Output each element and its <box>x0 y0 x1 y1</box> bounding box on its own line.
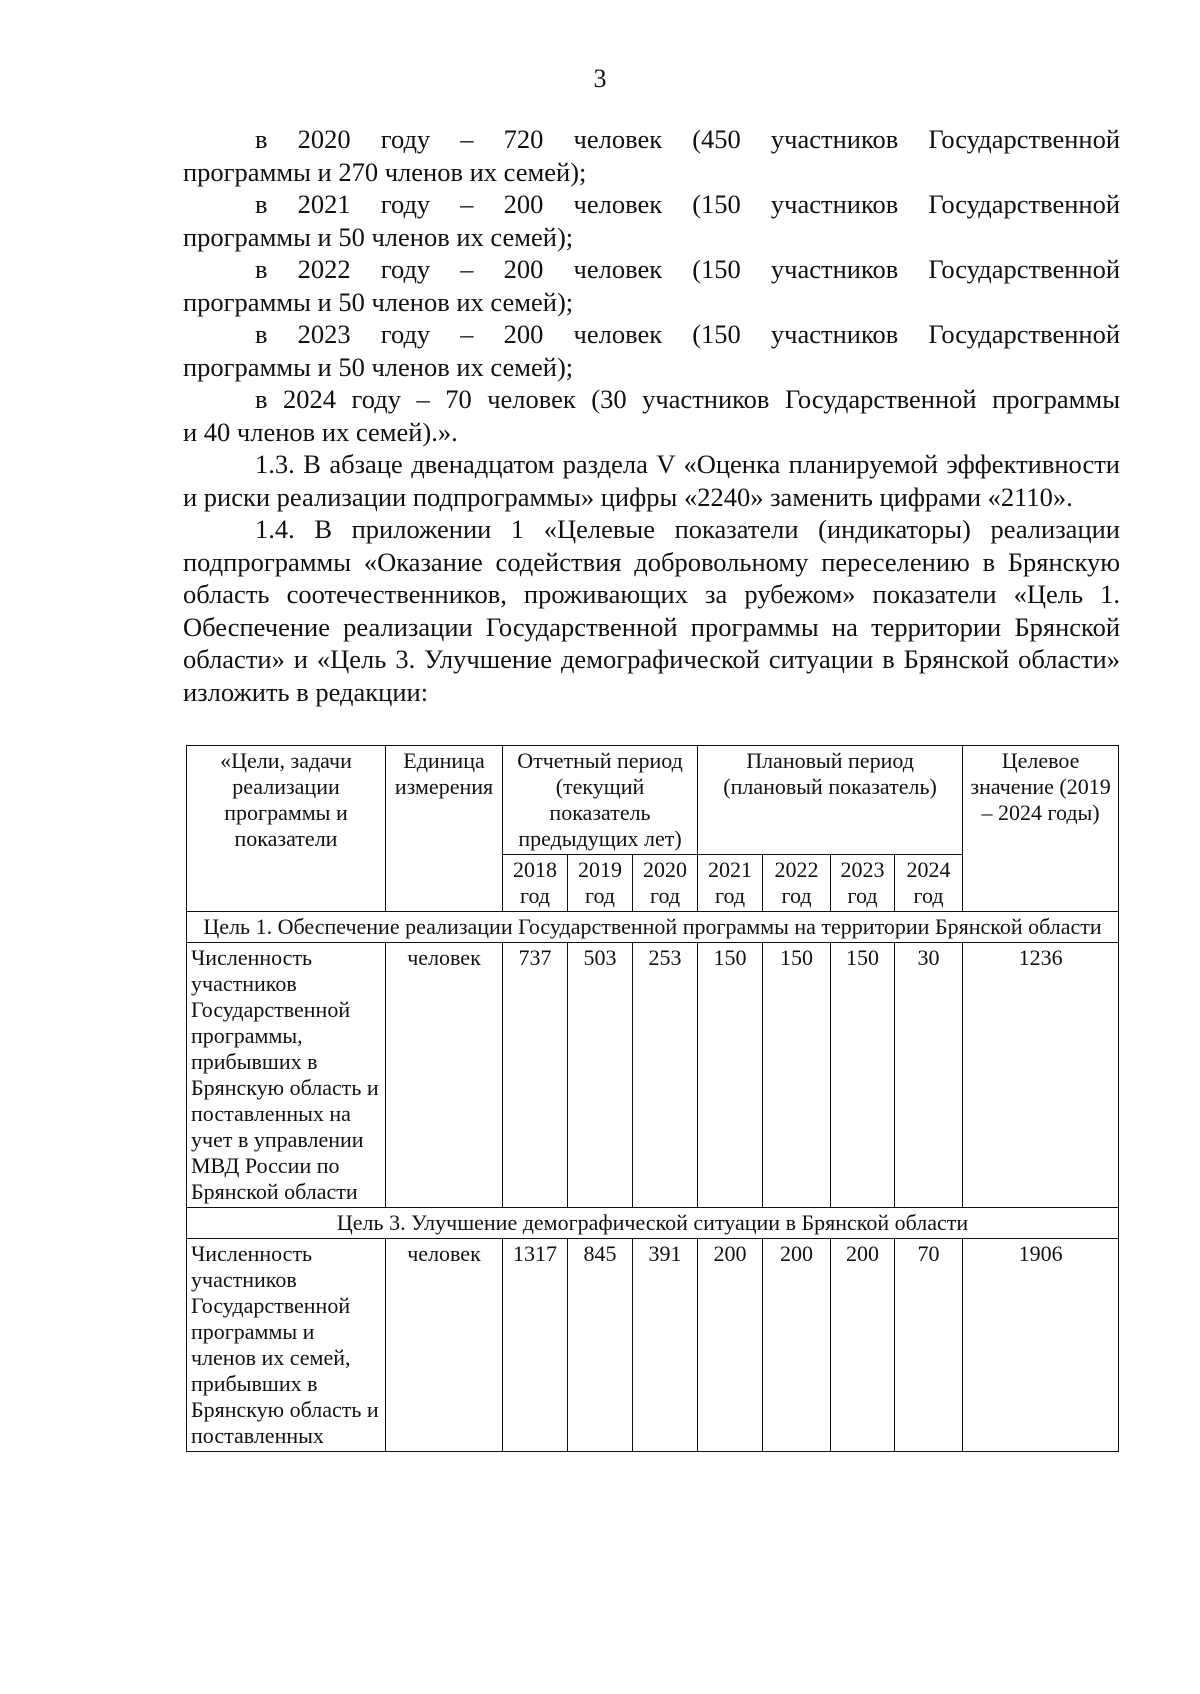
paragraph-lead: в 2023 году – 200 человек (150 участников Государственной <box>255 319 1120 349</box>
value-2021: 150 <box>698 943 763 1208</box>
value-2018: 1317 <box>503 1239 568 1452</box>
value-2023: 200 <box>831 1239 895 1452</box>
header-goals: «Цели, задачи реализации программы и показатели <box>187 746 386 912</box>
year-header: 2023 год <box>831 855 895 912</box>
value-2018: 737 <box>503 943 568 1208</box>
indicator-label: Численность участников Государственной программы и членов их семей, прибывших в Брянскую область и поставленных <box>187 1239 386 1452</box>
year-header: 2020 год <box>633 855 698 912</box>
target-value: 1906 <box>963 1239 1119 1452</box>
header-reporting-period: Отчетный период (текущий показатель предыдущих лет) <box>503 746 698 855</box>
indicator-unit: человек <box>386 1239 503 1452</box>
header-planned-period: Плановый период (плановый показатель) <box>698 746 963 855</box>
header-unit: Единица измерения <box>386 746 503 912</box>
table-row <box>187 943 1119 1208</box>
target-value: 1236 <box>963 943 1119 1208</box>
page-number: 3 <box>593 64 607 93</box>
goal-1-title: Цель 1. Обеспечение реализации Государственной программы на территории Брянской области <box>187 912 1119 943</box>
paragraph-2021 <box>183 188 1120 253</box>
value-2024: 70 <box>895 1239 963 1452</box>
value-2023: 150 <box>831 943 895 1208</box>
paragraph-lead: в 2022 году – 200 человек (150 участников Государственной <box>255 254 1120 284</box>
indicator-label: Численность участников Государственной программы, прибывших в Брянскую область и поставленных на учет в управлении МВД России по Брянской области <box>187 943 386 1208</box>
paragraph-lead: в 2021 году – 200 человек (150 участников Государственной <box>255 189 1120 219</box>
goal-1-row <box>187 912 1119 943</box>
value-2021: 200 <box>698 1239 763 1452</box>
document-body <box>183 123 1120 708</box>
value-2022: 150 <box>763 943 831 1208</box>
paragraph-2024 <box>183 383 1120 448</box>
year-header: 2022 год <box>763 855 831 912</box>
year-header: 2019 год <box>568 855 633 912</box>
value-2020: 253 <box>633 943 698 1208</box>
paragraph-rest: программы и 50 членов их семей); <box>183 286 574 317</box>
value-2024: 30 <box>895 943 963 1208</box>
year-header: 2024 год <box>895 855 963 912</box>
value-2019: 845 <box>568 1239 633 1452</box>
paragraph-2022 <box>183 253 1120 318</box>
value-2019: 503 <box>568 943 633 1208</box>
table-row <box>187 1239 1119 1452</box>
paragraph-2020 <box>183 123 1120 188</box>
goal-3-title: Цель 3. Улучшение демографической ситуации в Брянской области <box>187 1208 1119 1239</box>
indicators-table <box>186 745 1119 1452</box>
year-header: 2018 год <box>503 855 568 912</box>
paragraph-rest: программы и 50 членов их семей); <box>183 351 574 382</box>
header-target-value: Целевое значение (2019 – 2024 годы) <box>963 746 1119 912</box>
indicator-unit: человек <box>386 943 503 1208</box>
paragraph-1-4: 1.4. В приложении 1 «Целевые показатели (индикаторы) реализации подпрограммы «Оказание содействия добровольному переселению в Брянскую область соотечественников, проживающих за рубежом» показатели «Цель 1. Обеспечение реализации Государственной программы на территории Брянской области» и «Цель 3. Улучшение демографической ситуации в Брянской области» изложить в редакции: <box>183 514 1120 707</box>
value-2022: 200 <box>763 1239 831 1452</box>
paragraph-lead: в 2024 году – 70 человек (30 участников Государственной программы <box>255 384 1120 414</box>
year-header: 2021 год <box>698 855 763 912</box>
paragraph-rest: и 40 членов их семей).». <box>183 416 458 447</box>
paragraph-rest: программы и 50 членов их семей); <box>183 221 574 252</box>
paragraph-rest: программы и 270 членов их семей); <box>183 156 587 187</box>
header-row <box>187 746 1119 855</box>
paragraph-lead: в 2020 году – 720 человек (450 участников Государственной <box>255 124 1120 154</box>
paragraph-2023 <box>183 318 1120 383</box>
goal-3-row <box>187 1208 1119 1239</box>
value-2020: 391 <box>633 1239 698 1452</box>
paragraph-1-3: 1.3. В абзаце двенадцатом раздела V «Оценка планируемой эффективности и риски реализации подпрограммы» цифры «2240» заменить цифрами «2110». <box>183 449 1120 512</box>
